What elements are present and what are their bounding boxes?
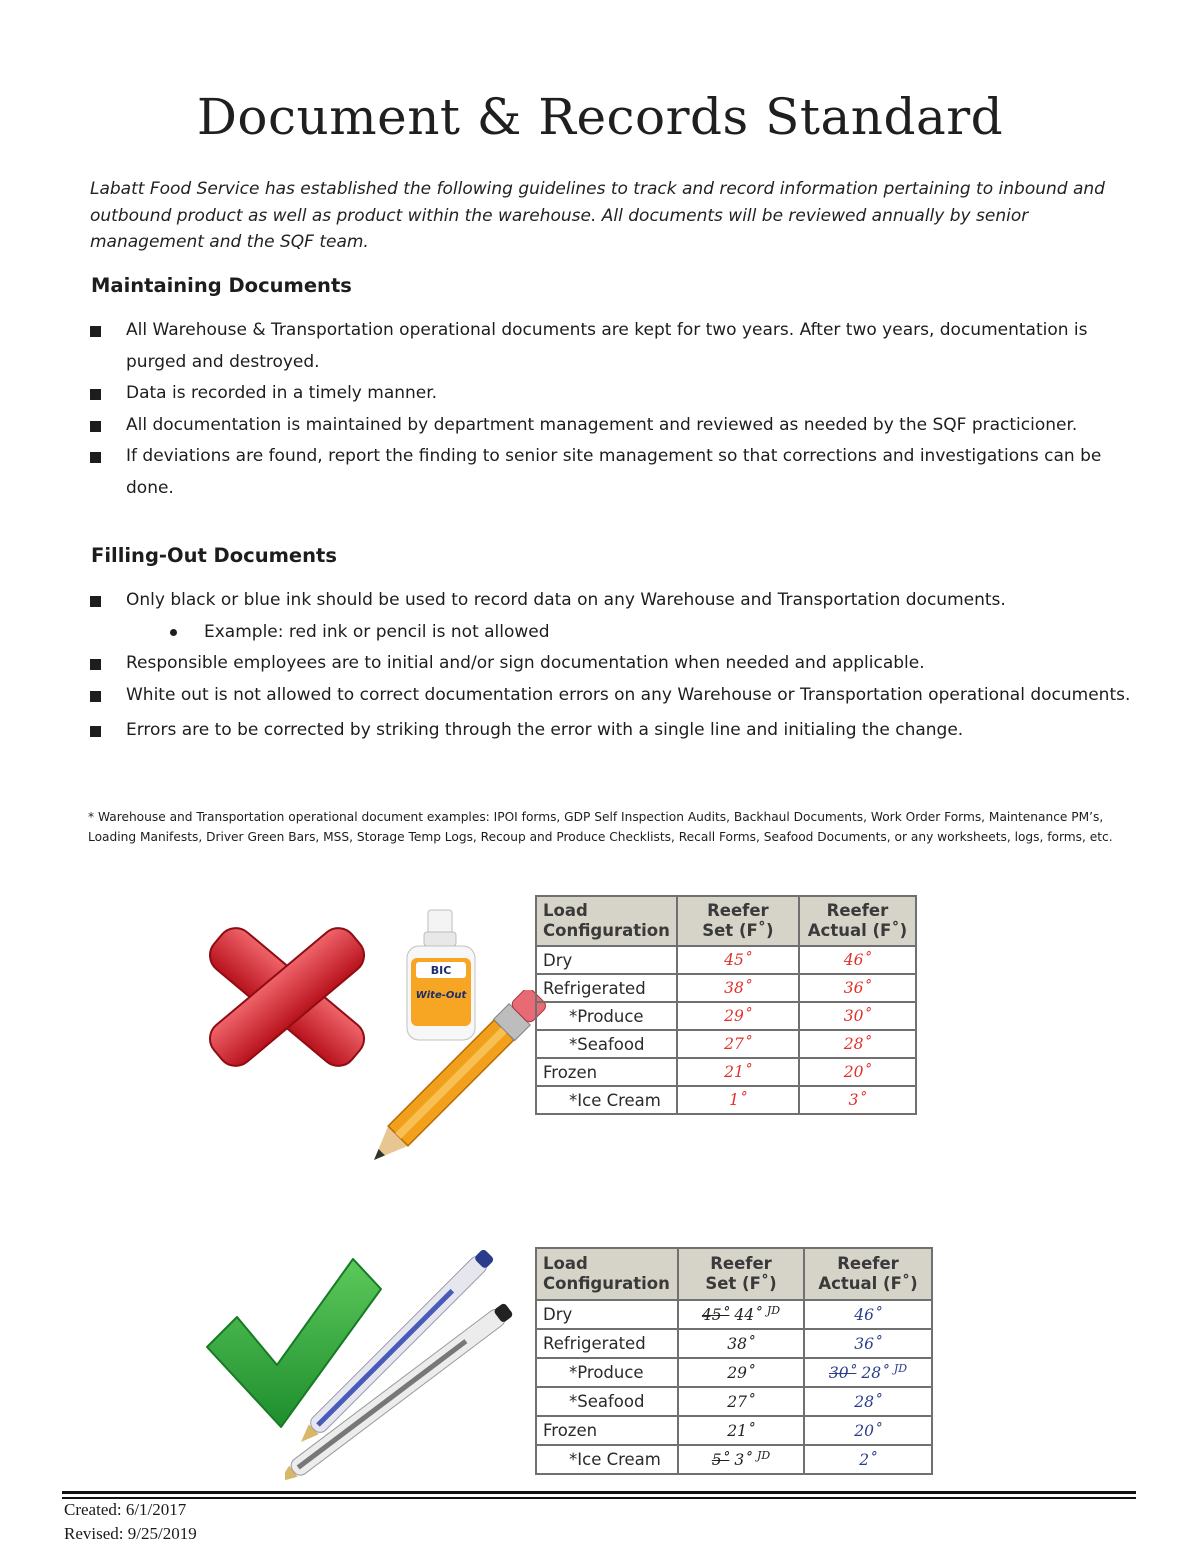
red-x-icon	[200, 925, 375, 1070]
list-item: If deviations are found, report the finding to senior site management so that corrections and investigations can be done.	[90, 441, 1140, 504]
table-row: Refrigerated 38˚ 36˚	[536, 1329, 932, 1358]
header-reefer-set: Reefer Set (F˚)	[677, 896, 799, 946]
table-row: *Seafood 27˚ 28˚	[536, 1387, 932, 1416]
maintaining-list	[90, 315, 1140, 504]
list-item: All documentation is maintained by department management and reviewed as needed by the SQF practicioner.	[90, 410, 1140, 442]
created-date: Created: 6/1/2017	[64, 1500, 187, 1519]
round-bullet-icon	[170, 629, 177, 636]
list-item: Data is recorded in a timely manner.	[90, 378, 1140, 410]
section-heading-maintaining: Maintaining Documents	[91, 274, 352, 297]
correction-fluid-name: Wite-Out	[415, 990, 467, 1001]
bad-example-table	[535, 895, 917, 1115]
header-reefer-actual: Reefer Actual (F˚)	[804, 1248, 932, 1300]
header-reefer-actual: Reefer Actual (F˚)	[799, 896, 916, 946]
list-item: Errors are to be corrected by striking through the error with a single line and initialing the change.	[90, 715, 1140, 747]
square-bullet-icon	[90, 659, 101, 670]
good-example-table	[535, 1247, 933, 1475]
footer-rule-thin	[62, 1497, 1136, 1499]
header-load-configuration: Load Configuration	[536, 1248, 678, 1300]
table-row: Frozen 21˚ 20˚	[536, 1416, 932, 1445]
square-bullet-icon	[90, 691, 101, 702]
list-item: Responsible employees are to initial and/or sign documentation when needed and applicable.	[90, 648, 1140, 680]
ballpoint-pens-icon	[285, 1250, 535, 1490]
pencil-icon	[370, 990, 555, 1165]
list-item: All Warehouse & Transportation operational documents are kept for two years. After two years, documentation is purged and destroyed.	[90, 315, 1140, 378]
correction-fluid-brand: BIC	[430, 964, 452, 977]
section-heading-filling: Filling-Out Documents	[91, 544, 337, 567]
table-row: *Produce 29˚ 30˚	[536, 1002, 916, 1030]
list-item: White out is not allowed to correct documentation errors on any Warehouse or Transportation operational documents.	[90, 680, 1140, 712]
revised-date: Revised: 9/25/2019	[64, 1524, 197, 1543]
square-bullet-icon	[90, 389, 101, 400]
square-bullet-icon	[90, 596, 101, 607]
table-row: Refrigerated 38˚ 36˚	[536, 974, 916, 1002]
intro-paragraph: Labatt Food Service has established the following guidelines to track and record information pertaining to inbound and outbound product as well as product within the warehouse. All documents will be reviewed annually by senior management and the SQF team.	[90, 179, 1105, 252]
filling-list	[90, 585, 1140, 747]
table-row: Dry 45˚ 46˚	[536, 946, 916, 974]
header-reefer-set: Reefer Set (F˚)	[678, 1248, 804, 1300]
table-row: *Ice Cream 5˚ 3˚ $^{JD}$ 2˚	[536, 1445, 932, 1474]
table-row: *Seafood 27˚ 28˚	[536, 1030, 916, 1058]
black-pen-icon	[285, 1301, 514, 1489]
table-row: Frozen 21˚ 20˚	[536, 1058, 916, 1086]
table-row: Dry 45˚ 44˚ $^{JD}$ 46˚	[536, 1300, 932, 1329]
list-item: Only black or blue ink should be used to record data on any Warehouse and Transportation documents.	[90, 585, 1140, 617]
table-row: *Ice Cream 1˚ 3˚	[536, 1086, 916, 1114]
square-bullet-icon	[90, 326, 101, 337]
sub-list-item: Example: red ink or pencil is not allowed	[90, 617, 1140, 649]
footer-rule	[62, 1491, 1136, 1494]
table-row: *Produce 29˚ 30˚ 28˚ $^{JD}$	[536, 1358, 932, 1387]
header-load-configuration: Load Configuration	[536, 896, 677, 946]
footnote: * Warehouse and Transportation operational document examples: IPOI forms, GDP Self Inspection Audits, Backhaul Documents, Work Order Forms, Maintenance PM’s, Loading Manifests, Driver Green Bars, MSS, Storage Temp Logs, Recoup and Produce Checklists, Recall Forms, Seafood Documents, or any worksheets, logs, forms, etc.	[88, 810, 1113, 844]
square-bullet-icon	[90, 726, 101, 737]
page-title: Document & Records Standard	[196, 88, 1004, 146]
square-bullet-icon	[90, 452, 101, 463]
square-bullet-icon	[90, 421, 101, 432]
